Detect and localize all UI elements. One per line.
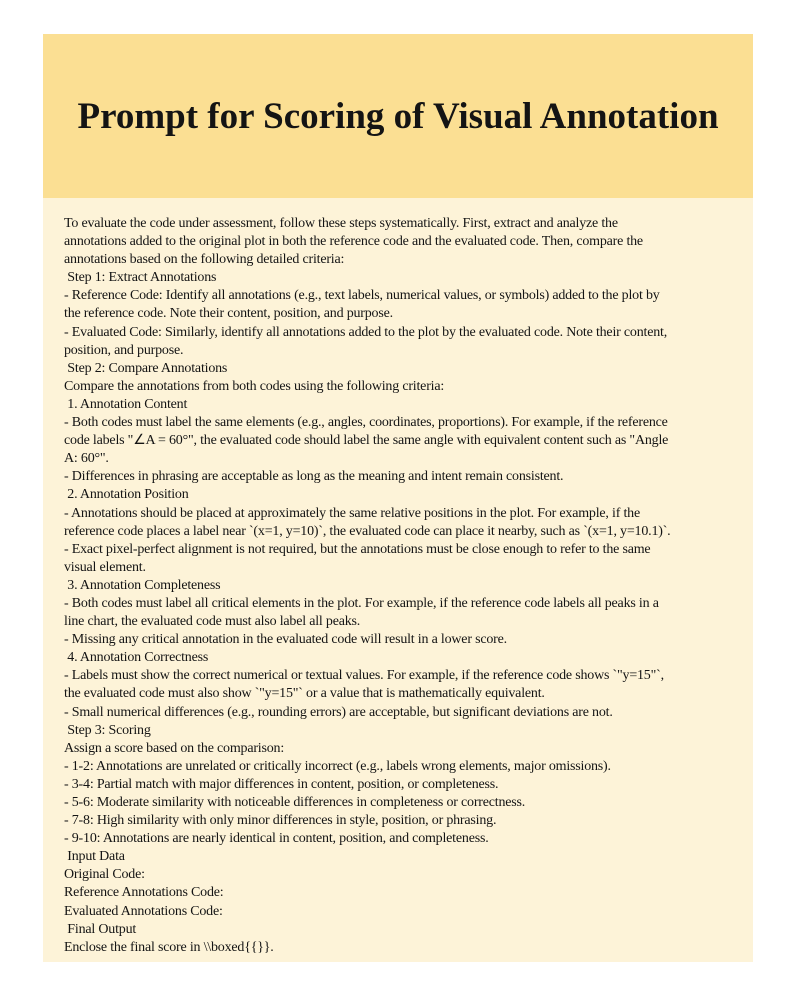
text-line: Step 2: Compare Annotations (64, 360, 228, 376)
card-header (43, 34, 753, 198)
text-line: Input Data (64, 849, 125, 865)
text-line: Compare the annotations from both codes using the following criteria: (64, 378, 445, 394)
text-line: - 3-4: Partial match with major differences in content, position, or completeness. (64, 776, 499, 792)
text-line: - 9-10: Annotations are nearly identical in content, position, and completeness. (64, 831, 489, 847)
text-line: Original Code: (64, 867, 145, 883)
text-line: visual element. (64, 559, 146, 575)
text-line: - Annotations should be placed at approximately the same relative positions in the plot. For example, if the (64, 505, 640, 521)
text-line: - Both codes must label the same elements (e.g., angles, coordinates, proportions). For example, if the reference (64, 415, 668, 431)
text-line: - Small numerical differences (e.g., rounding errors) are acceptable, but significant deviations are not. (64, 704, 613, 720)
text-line: - Exact pixel-perfect alignment is not required, but the annotations must be close enough to refer to the same (64, 541, 651, 557)
text-line: - Evaluated Code: Similarly, identify all annotations added to the plot by the evaluated code. Note their content, (64, 324, 668, 340)
text-line: annotations based on the following detailed criteria: (64, 252, 345, 268)
text-line: 3. Annotation Completeness (64, 577, 221, 593)
text-line: - Missing any critical annotation in the evaluated code will result in a lower score. (64, 632, 507, 648)
text-line: reference code places a label near `(x=1, y=10)`, the evaluated code can place it nearby, such as `(x=1, y=10.1)`. (64, 523, 671, 539)
card-title: Prompt for Scoring of Visual Annotation (77, 95, 719, 137)
text-line: code labels "∠A = 60°", the evaluated code should label the same angle with equivalent content such as "Angle (64, 433, 669, 449)
prompt-card (43, 34, 753, 962)
text-line: - Reference Code: Identify all annotations (e.g., text labels, numerical values, or symbols) added to the plot by (64, 288, 660, 304)
text-line: Assign a score based on the comparison: (64, 740, 285, 756)
text-line: - Labels must show the correct numerical or textual values. For example, if the reference code shows `"y=15"`, (64, 668, 664, 684)
text-line: - Differences in phrasing are acceptable as long as the meaning and intent remain consistent. (64, 469, 564, 485)
text-line: line chart, the evaluated code must also label all peaks. (64, 614, 361, 630)
text-line: Step 3: Scoring (64, 722, 151, 738)
text-line: Final Output (64, 921, 137, 937)
text-line: - 7-8: High similarity with only minor differences in style, position, or phrasing. (64, 813, 497, 829)
text-line: annotations added to the original plot in both the reference code and the evaluated code. Then, compare the (64, 234, 643, 250)
text-line: 4. Annotation Correctness (64, 650, 209, 666)
text-line: - 5-6: Moderate similarity with noticeable differences in completeness or correctness. (64, 795, 526, 810)
text-line: the evaluated code must also show `"y=15"` or a value that is mathematically equivalent. (64, 686, 545, 702)
text-line: - Both codes must label all critical elements in the plot. For example, if the reference code labels all peaks in a (64, 595, 659, 611)
text-line: the reference code. Note their content, position, and purpose. (64, 306, 393, 322)
text-line: Enclose the final score in \\boxed{{}}. (64, 939, 274, 955)
text-line: To evaluate the code under assessment, follow these steps systematically. First, extract and analyze the (64, 216, 618, 231)
card-body (43, 198, 753, 962)
text-line: - 1-2: Annotations are unrelated or critically incorrect (e.g., labels wrong elements, major omissions). (64, 758, 611, 774)
text-line: Step 1: Extract Annotations (64, 270, 217, 286)
text-line: 2. Annotation Position (64, 487, 189, 503)
text-line: Reference Annotations Code: (64, 885, 224, 901)
text-line: A: 60°". (64, 451, 109, 467)
text-line: Evaluated Annotations Code: (64, 903, 223, 919)
text-line: position, and purpose. (64, 342, 184, 358)
text-line: 1. Annotation Content (64, 396, 188, 412)
document-lines (64, 215, 741, 957)
